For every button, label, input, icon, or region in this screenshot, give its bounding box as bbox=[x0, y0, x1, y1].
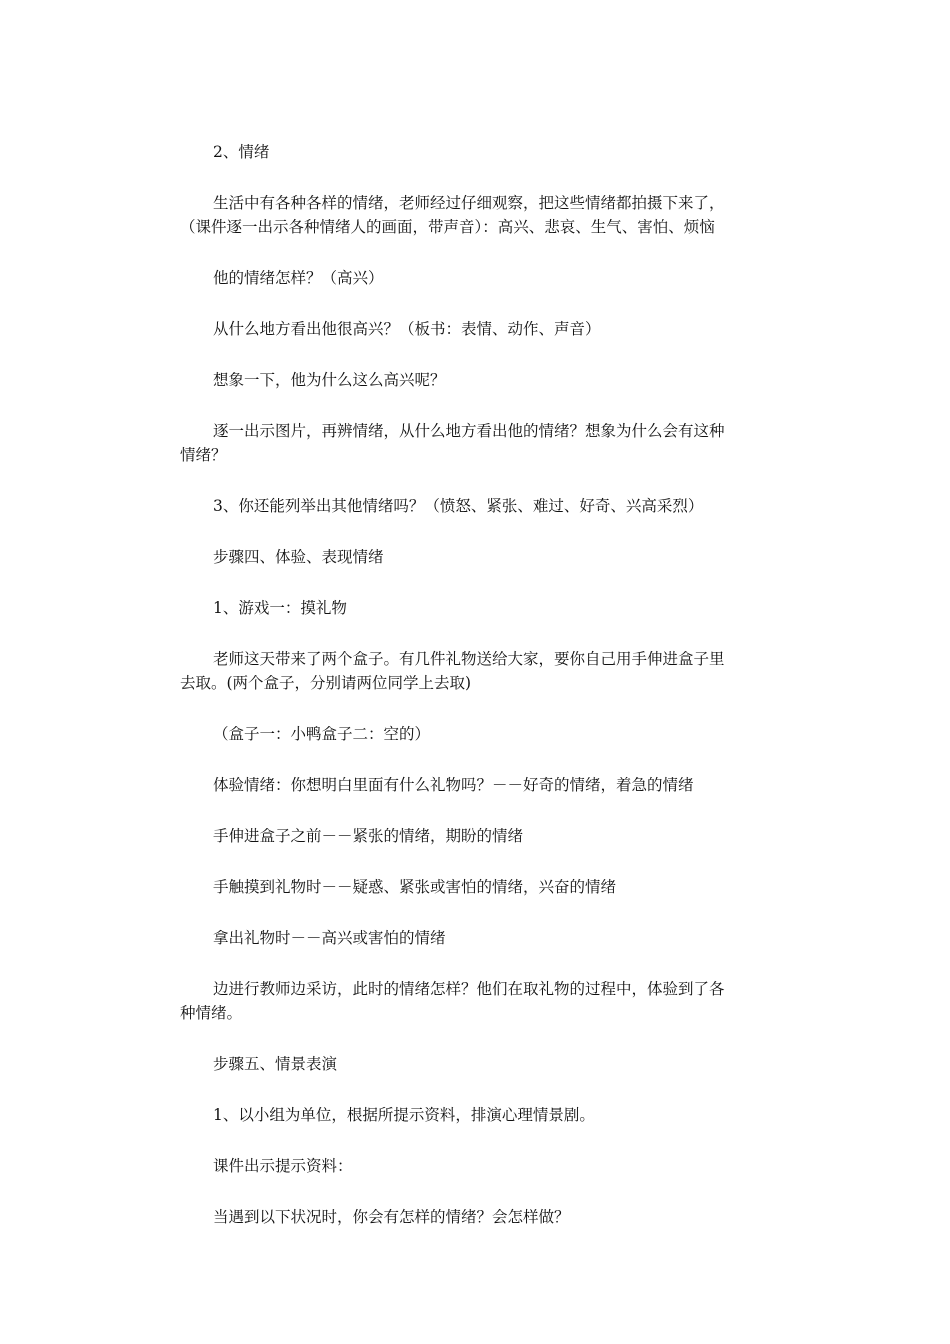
paragraph bbox=[180, 140, 780, 164]
text-line: 1、以小组为单位，根据所提示资料，排演心理情景剧。 bbox=[213, 1106, 595, 1124]
document-body bbox=[180, 140, 780, 1256]
paragraph bbox=[180, 545, 780, 569]
paragraph bbox=[180, 722, 780, 746]
paragraph bbox=[180, 494, 780, 518]
paragraph bbox=[180, 977, 780, 1025]
paragraph bbox=[180, 266, 780, 290]
paragraph bbox=[180, 1103, 780, 1127]
paragraph bbox=[180, 419, 780, 467]
text-line: 拿出礼物时－－高兴或害怕的情绪 bbox=[213, 929, 446, 947]
paragraph bbox=[180, 773, 780, 797]
text-line: 生活中有各种各样的情绪，老师经过仔细观察，把这些情绪都拍摄下来了， bbox=[213, 194, 725, 212]
text-line: 种情绪。 bbox=[180, 1004, 243, 1022]
paragraph bbox=[180, 317, 780, 341]
text-line: 1、游戏一：摸礼物 bbox=[213, 599, 347, 617]
paragraph bbox=[180, 368, 780, 392]
text-line: （课件逐一出示各种情绪人的画面，带声音）：高兴、悲哀、生气、害怕、烦恼 bbox=[180, 218, 715, 236]
text-line: 情绪？ bbox=[180, 446, 227, 464]
text-line: 2、情绪 bbox=[213, 143, 270, 161]
paragraph bbox=[180, 647, 780, 695]
text-line: 课件出示提示资料： bbox=[213, 1157, 353, 1175]
text-line: 3、你还能列举出其他情绪吗？（愤怒、紧张、难过、好奇、兴高采烈） bbox=[213, 497, 704, 515]
text-line: 去取。(两个盒子，分别请两位同学上去取) bbox=[180, 674, 472, 692]
paragraph bbox=[180, 1154, 780, 1178]
text-line: 想象一下，他为什么这么高兴呢？ bbox=[213, 371, 446, 389]
text-line: 手触摸到礼物时－－疑惑、紧张或害怕的情绪，兴奋的情绪 bbox=[213, 878, 617, 896]
text-line: 老师这天带来了两个盒子。有几件礼物送给大家，要你自己用手伸进盒子里 bbox=[213, 650, 725, 668]
text-line: 手伸进盒子之前－－紧张的情绪，期盼的情绪 bbox=[213, 827, 524, 845]
text-line: 步骤四、体验、表现情绪 bbox=[213, 548, 384, 566]
paragraph bbox=[180, 1205, 780, 1229]
text-line: 体验情绪：你想明白里面有什么礼物吗？－－好奇的情绪，着急的情绪 bbox=[213, 776, 694, 794]
paragraph bbox=[180, 926, 780, 950]
text-line: 逐一出示图片，再辨情绪，从什么地方看出他的情绪？想象为什么会有这种 bbox=[213, 422, 725, 440]
paragraph bbox=[180, 875, 780, 899]
text-line: 当遇到以下状况时，你会有怎样的情绪？会怎样做？ bbox=[213, 1208, 570, 1226]
text-line: 步骤五、情景表演 bbox=[213, 1055, 338, 1073]
paragraph bbox=[180, 1052, 780, 1076]
text-line: 从什么地方看出他很高兴？（板书：表情、动作、声音） bbox=[213, 320, 601, 338]
paragraph bbox=[180, 596, 780, 620]
paragraph bbox=[180, 824, 780, 848]
text-line: 边进行教师边采访，此时的情绪怎样？他们在取礼物的过程中，体验到了各 bbox=[213, 980, 725, 998]
text-line: 他的情绪怎样？（高兴） bbox=[213, 269, 384, 287]
text-line: （盒子一：小鸭盒子二：空的） bbox=[213, 725, 431, 743]
paragraph bbox=[180, 191, 780, 239]
